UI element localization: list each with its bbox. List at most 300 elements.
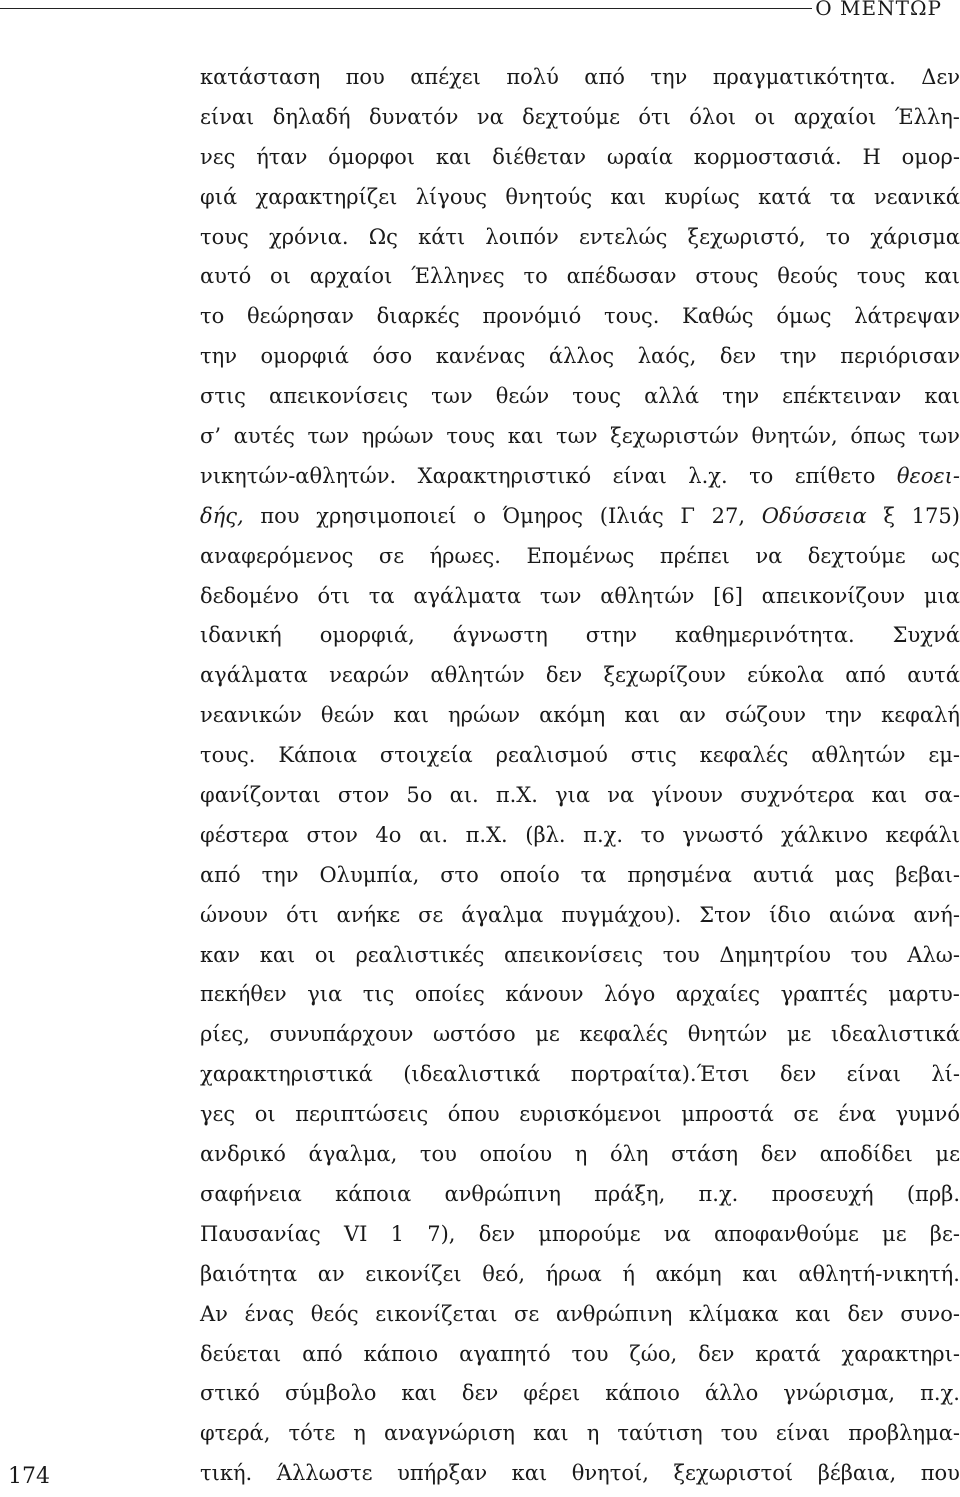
- word: δεχτούμε: [807, 543, 906, 568]
- text-line: [200, 497, 960, 537]
- text-line: [200, 736, 960, 776]
- word: ηρώων: [448, 703, 520, 728]
- word: Ως: [368, 224, 398, 249]
- word: λάτρεψαν: [854, 304, 960, 329]
- word: όσο: [372, 344, 413, 369]
- word: Γ: [680, 503, 695, 528]
- word: στην: [585, 623, 638, 648]
- word: θνητών,: [751, 424, 838, 449]
- word: βεβαι-: [895, 862, 960, 887]
- text-line: [200, 1374, 960, 1414]
- word: ένας: [244, 1301, 295, 1326]
- word: συχνότερα: [740, 783, 855, 808]
- text-line: [200, 1255, 960, 1295]
- word: εμ-: [928, 743, 960, 768]
- word: στο: [440, 862, 479, 887]
- word: σε: [514, 1301, 540, 1326]
- word: δεν: [780, 1062, 817, 1087]
- word: αυτά: [907, 663, 960, 688]
- word: με: [535, 1022, 560, 1047]
- word: διαρκές: [376, 304, 460, 329]
- word: αθλητών: [430, 663, 525, 688]
- word: (βλ.: [525, 822, 566, 847]
- word: διέθεταν: [492, 144, 587, 169]
- word: στικό: [200, 1381, 260, 1406]
- word: όπου: [447, 1102, 500, 1127]
- text-line: [200, 696, 960, 736]
- word: σ’: [200, 424, 222, 449]
- text-line: [200, 1175, 960, 1215]
- word: γραπτές: [780, 982, 868, 1007]
- word: των: [431, 384, 473, 409]
- text-line: [200, 816, 960, 856]
- word: ρεαλιστικές: [355, 942, 485, 967]
- word: φιά: [200, 184, 238, 209]
- text-line: [200, 138, 960, 178]
- word: πεκήθεν: [200, 982, 287, 1007]
- word: σε: [378, 543, 405, 568]
- word: αι.: [418, 822, 449, 847]
- word: στοιχεία: [379, 743, 473, 768]
- word: δεν: [461, 1381, 499, 1406]
- word: και: [924, 264, 960, 289]
- word: πράξη,: [594, 1181, 666, 1206]
- word: ανδρικό: [200, 1142, 286, 1167]
- word: του: [720, 1421, 758, 1446]
- word: υπήρξαν: [397, 1461, 488, 1486]
- word: και: [924, 384, 960, 409]
- word: την: [722, 384, 760, 409]
- word: αγάλματα: [413, 583, 522, 608]
- word: Όμηρος: [502, 503, 584, 528]
- word: τους: [446, 424, 496, 449]
- word: θεούς: [777, 264, 838, 289]
- word: άλλος: [548, 344, 615, 369]
- word: κατάσταση: [200, 65, 321, 89]
- text-line: [200, 257, 960, 297]
- word: η: [353, 1421, 366, 1446]
- word: χαρακτηρι-: [841, 1341, 960, 1366]
- word: τους: [856, 264, 906, 289]
- word: γνώρισμα,: [783, 1381, 896, 1406]
- word: νες: [200, 144, 236, 169]
- word: μας: [834, 862, 875, 887]
- body-text: [200, 58, 960, 1494]
- word: και: [624, 703, 660, 728]
- word: προβλημα-: [848, 1421, 960, 1446]
- word: κεφαλή: [881, 703, 960, 728]
- word: μια: [923, 583, 960, 608]
- word: φτερά,: [200, 1421, 271, 1446]
- word: αυτό: [200, 264, 252, 289]
- word: ακόμη: [539, 703, 606, 728]
- word: θεών: [320, 703, 375, 728]
- word: αγάλματα: [200, 663, 308, 688]
- word: δεχτούμε: [522, 104, 620, 129]
- word: Ολυμπία,: [319, 862, 420, 887]
- word: σύμβολο: [284, 1381, 377, 1406]
- text-line: [200, 98, 960, 138]
- word: Έλλη-: [894, 104, 960, 129]
- text-line: [200, 337, 960, 377]
- word: άλλο: [704, 1381, 759, 1406]
- word: νεαρών: [329, 663, 410, 688]
- word: την: [779, 344, 817, 369]
- word: είναι: [612, 463, 667, 488]
- text-line: [200, 1215, 960, 1255]
- word: πορτραίτα).Έτσι: [570, 1062, 750, 1087]
- word: σαφήνεια: [200, 1181, 302, 1206]
- text-line: [200, 577, 960, 617]
- word: θνητούς: [505, 184, 593, 209]
- word: βέβαια,: [817, 1461, 897, 1486]
- word: προσευχή: [771, 1181, 874, 1206]
- word: άγαλμα: [461, 902, 544, 927]
- word: Επομένως: [526, 543, 635, 568]
- word: που: [260, 503, 300, 528]
- word: ζώο,: [629, 1341, 678, 1366]
- word: δεν: [847, 1301, 884, 1326]
- word: δεύεται: [200, 1341, 282, 1366]
- word: την: [261, 862, 299, 887]
- word: Χαρακτηριστικό: [417, 463, 592, 488]
- word: κλίμακα: [688, 1301, 779, 1326]
- word: δής,: [200, 503, 244, 528]
- word: π.Χ.: [495, 783, 538, 808]
- word: οι: [254, 1102, 276, 1127]
- word: αν: [317, 1261, 345, 1286]
- word: αναγνώριση: [383, 1421, 516, 1446]
- word: ανή-: [913, 902, 960, 927]
- word: τους: [572, 384, 622, 409]
- word: ξεχωριστοί: [673, 1461, 794, 1486]
- word: επέκτειναν: [782, 384, 902, 409]
- word: του: [571, 1341, 609, 1366]
- word: ομορ-: [901, 144, 960, 169]
- word: των: [307, 424, 350, 449]
- word: κυρίως: [664, 184, 740, 209]
- word: Καθώς: [682, 304, 754, 329]
- word: λόγο: [604, 982, 656, 1007]
- word: [6]: [713, 583, 743, 608]
- word: χάρισμα: [870, 224, 960, 249]
- word: λαός,: [637, 344, 697, 369]
- text-line: [200, 377, 960, 417]
- word: ένα: [838, 1102, 877, 1127]
- word: να: [476, 104, 504, 129]
- word: ήταν: [256, 144, 308, 169]
- word: χαρακτηρίζει: [255, 184, 398, 209]
- word: π.χ.: [583, 822, 624, 847]
- word: με: [935, 1142, 960, 1167]
- word: με: [786, 1022, 812, 1047]
- word: καθημερινότητα.: [675, 623, 855, 648]
- word: Έλληνες: [411, 264, 505, 289]
- word: τους.: [603, 304, 660, 329]
- word: ότι: [638, 104, 671, 129]
- word: η: [574, 1142, 588, 1167]
- word: δηλαδή: [272, 104, 351, 129]
- word: που: [345, 65, 385, 89]
- word: πρησμένα: [627, 862, 732, 887]
- word: δεν: [719, 344, 757, 369]
- word: σα-: [924, 783, 960, 808]
- word: κεφαλές: [579, 1022, 669, 1047]
- word: να: [607, 783, 635, 808]
- word: στάση: [671, 1142, 739, 1167]
- word: απέχει: [410, 65, 481, 89]
- word: νικητών-αθλητών.: [200, 463, 397, 488]
- text-line: [200, 896, 960, 936]
- word: αρχαίοι: [309, 264, 393, 289]
- word: αι.: [449, 783, 479, 808]
- word: αναφερόμενος: [200, 543, 354, 568]
- word: Στον: [699, 902, 752, 927]
- word: είναι: [775, 1421, 831, 1446]
- word: π.Χ.: [465, 822, 508, 847]
- word: 1: [390, 1221, 405, 1246]
- word: π.χ.: [920, 1381, 960, 1406]
- page-number: 174: [8, 1464, 50, 1489]
- word: όπως: [850, 424, 906, 449]
- word: Άλλωστε: [276, 1461, 373, 1486]
- word: στον: [306, 822, 358, 847]
- word: εικονίζεται: [375, 1301, 498, 1326]
- word: Δεν: [921, 65, 960, 89]
- word: αυτές: [233, 424, 295, 449]
- word: απεικονίσεις: [269, 384, 409, 409]
- word: φανίζονται: [200, 783, 321, 808]
- word: ξεχωρίζουν: [603, 663, 726, 688]
- word: αιώνα: [828, 902, 896, 927]
- word: θεών: [495, 384, 550, 409]
- word: τα: [368, 583, 395, 608]
- word: Αν: [200, 1301, 228, 1326]
- text-line: [200, 417, 960, 457]
- word: των: [918, 424, 960, 449]
- word: τα: [829, 184, 856, 209]
- word: ταύτιση: [617, 1421, 703, 1446]
- word: νεανικών: [200, 703, 302, 728]
- word: Οδύσσεια: [761, 503, 867, 528]
- word: Συχνά: [892, 623, 960, 648]
- word: κάτι: [418, 224, 466, 249]
- word: οποίες: [414, 982, 485, 1007]
- word: προνόμιό: [482, 304, 582, 329]
- word: χάλκινο: [781, 822, 868, 847]
- word: Παυσανίας: [200, 1221, 321, 1246]
- word: του: [419, 1142, 457, 1167]
- word: κεφάλι: [885, 822, 960, 847]
- word: κορμοστασιά.: [693, 144, 842, 169]
- word: ήρωα: [545, 1261, 602, 1286]
- word: 5ο: [406, 783, 433, 808]
- word: των: [555, 424, 598, 449]
- word: και: [507, 424, 544, 449]
- word: του: [662, 942, 700, 967]
- word: άγνωστη: [452, 623, 548, 648]
- word: θεοει-: [896, 463, 960, 488]
- word: γίνουν: [651, 783, 724, 808]
- word: την: [825, 703, 863, 728]
- text-line: [200, 457, 960, 497]
- word: από: [200, 862, 241, 887]
- word: ρίες,: [200, 1022, 250, 1047]
- word: κατά: [758, 184, 812, 209]
- word: οποίου: [479, 1142, 553, 1167]
- word: βε-: [929, 1221, 960, 1246]
- word: Η: [862, 144, 881, 169]
- word: ο: [473, 503, 486, 528]
- word: του: [850, 942, 888, 967]
- word: οποίο: [499, 862, 560, 887]
- word: 4ο: [375, 822, 402, 847]
- word: από: [845, 663, 886, 688]
- word: να: [755, 543, 783, 568]
- word: θεό,: [482, 1261, 526, 1286]
- word: ή: [622, 1261, 635, 1286]
- word: δεν: [760, 1142, 797, 1167]
- word: με: [882, 1221, 907, 1246]
- word: είναι: [846, 1062, 901, 1087]
- word: κάποιο: [605, 1381, 680, 1406]
- word: και: [435, 144, 472, 169]
- text-line: [200, 178, 960, 218]
- word: να: [663, 1221, 691, 1246]
- word: από: [302, 1341, 343, 1366]
- word: λ.χ.: [688, 463, 728, 488]
- text-line: [200, 856, 960, 896]
- text-line: [200, 975, 960, 1015]
- word: μπορούμε: [538, 1221, 641, 1246]
- word: λίγους: [415, 184, 487, 209]
- word: στις: [630, 743, 677, 768]
- word: ευρισκόμενοι: [519, 1102, 662, 1127]
- word: απεικονίσεις: [503, 942, 644, 967]
- word: ξεχωριστό,: [687, 224, 806, 249]
- word: εύκολα: [747, 663, 825, 688]
- word: 175): [911, 503, 960, 528]
- word: ιδανική: [200, 623, 282, 648]
- word: τα: [580, 862, 607, 887]
- word: ομορφιά: [260, 344, 349, 369]
- word: θεός: [310, 1301, 359, 1326]
- text-line: [200, 776, 960, 816]
- text-line: [200, 1335, 960, 1375]
- word: αν: [678, 703, 706, 728]
- word: όλη: [609, 1142, 649, 1167]
- word: ρεαλισμού: [495, 743, 608, 768]
- word: ξ: [883, 503, 895, 528]
- word: πυγμάχου).: [561, 902, 682, 927]
- word: ότι: [286, 902, 319, 927]
- word: 7),: [427, 1221, 456, 1246]
- word: πραγματικότητα.: [712, 65, 896, 89]
- word: αθλητών: [811, 743, 906, 768]
- word: φέρει: [523, 1381, 581, 1406]
- text-line: [200, 1295, 960, 1335]
- word: συνυπάρχουν: [269, 1022, 414, 1047]
- text-line: [200, 1055, 960, 1095]
- text-line: [200, 1135, 960, 1175]
- text-line: [200, 656, 960, 696]
- word: κρατά: [755, 1341, 821, 1366]
- text-line: [200, 58, 960, 98]
- word: θνητών: [687, 1022, 768, 1047]
- word: γυμνό: [895, 1102, 960, 1127]
- word: χρησιμοποιεί: [316, 503, 457, 528]
- word: αποφανθούμε: [713, 1221, 859, 1246]
- word: VI: [343, 1221, 368, 1246]
- word: ανθρώπινη: [555, 1301, 673, 1326]
- word: ανθρώπινη: [444, 1181, 561, 1206]
- word: σε: [793, 1102, 819, 1127]
- word: αρχαίοι: [793, 104, 877, 129]
- word: και: [742, 1261, 778, 1286]
- word: κάνουν: [505, 982, 584, 1007]
- word: γνωστό: [682, 822, 764, 847]
- word: ανήκε: [336, 902, 401, 927]
- word: κάποιο: [363, 1341, 439, 1366]
- word: μαρτυ-: [888, 982, 960, 1007]
- word: και: [511, 1461, 548, 1486]
- word: (ιδεαλιστικά: [403, 1062, 541, 1087]
- running-head: Ο ΜΕΝΤΩΡ: [815, 0, 942, 20]
- word: οι: [270, 264, 291, 289]
- word: λί-: [931, 1062, 960, 1087]
- word: αρχαίες: [675, 982, 761, 1007]
- word: καν: [200, 942, 241, 967]
- word: το: [523, 264, 548, 289]
- word: από: [584, 65, 625, 89]
- word: τική.: [200, 1461, 253, 1486]
- word: εικονίζει: [365, 1261, 462, 1286]
- word: λοιπόν: [485, 224, 559, 249]
- word: δυνατόν: [369, 104, 459, 129]
- word: δεν: [545, 663, 583, 688]
- word: κανένας: [435, 344, 526, 369]
- word: ηρώων: [361, 424, 434, 449]
- word: τις: [362, 982, 395, 1007]
- word: ξεχωριστών: [610, 424, 739, 449]
- word: και: [401, 1381, 437, 1406]
- word: συνο-: [900, 1301, 960, 1326]
- word: σώζουν: [725, 703, 807, 728]
- word: είναι: [200, 104, 255, 129]
- word: πολύ: [506, 65, 559, 89]
- word: τους.: [200, 743, 256, 768]
- word: (Ιλιάς: [599, 503, 664, 528]
- word: γες: [200, 1102, 236, 1127]
- word: Αλω-: [907, 942, 960, 967]
- word: ωραία: [606, 144, 673, 169]
- word: εντελώς: [579, 224, 668, 249]
- word: των: [539, 583, 582, 608]
- word: αποδίδει: [819, 1142, 913, 1167]
- word: κεφαλές: [699, 743, 789, 768]
- word: τους: [200, 224, 249, 249]
- word: όμως: [776, 304, 832, 329]
- word: θεώρησαν: [247, 304, 354, 329]
- word: (πρβ.: [906, 1181, 960, 1206]
- text-line: [200, 537, 960, 577]
- word: την: [200, 344, 237, 369]
- word: απεικονίζουν: [761, 583, 906, 608]
- word: απέδωσαν: [566, 264, 677, 289]
- word: ότι: [317, 583, 350, 608]
- text-line: [200, 297, 960, 337]
- word: ήρωες.: [429, 543, 501, 568]
